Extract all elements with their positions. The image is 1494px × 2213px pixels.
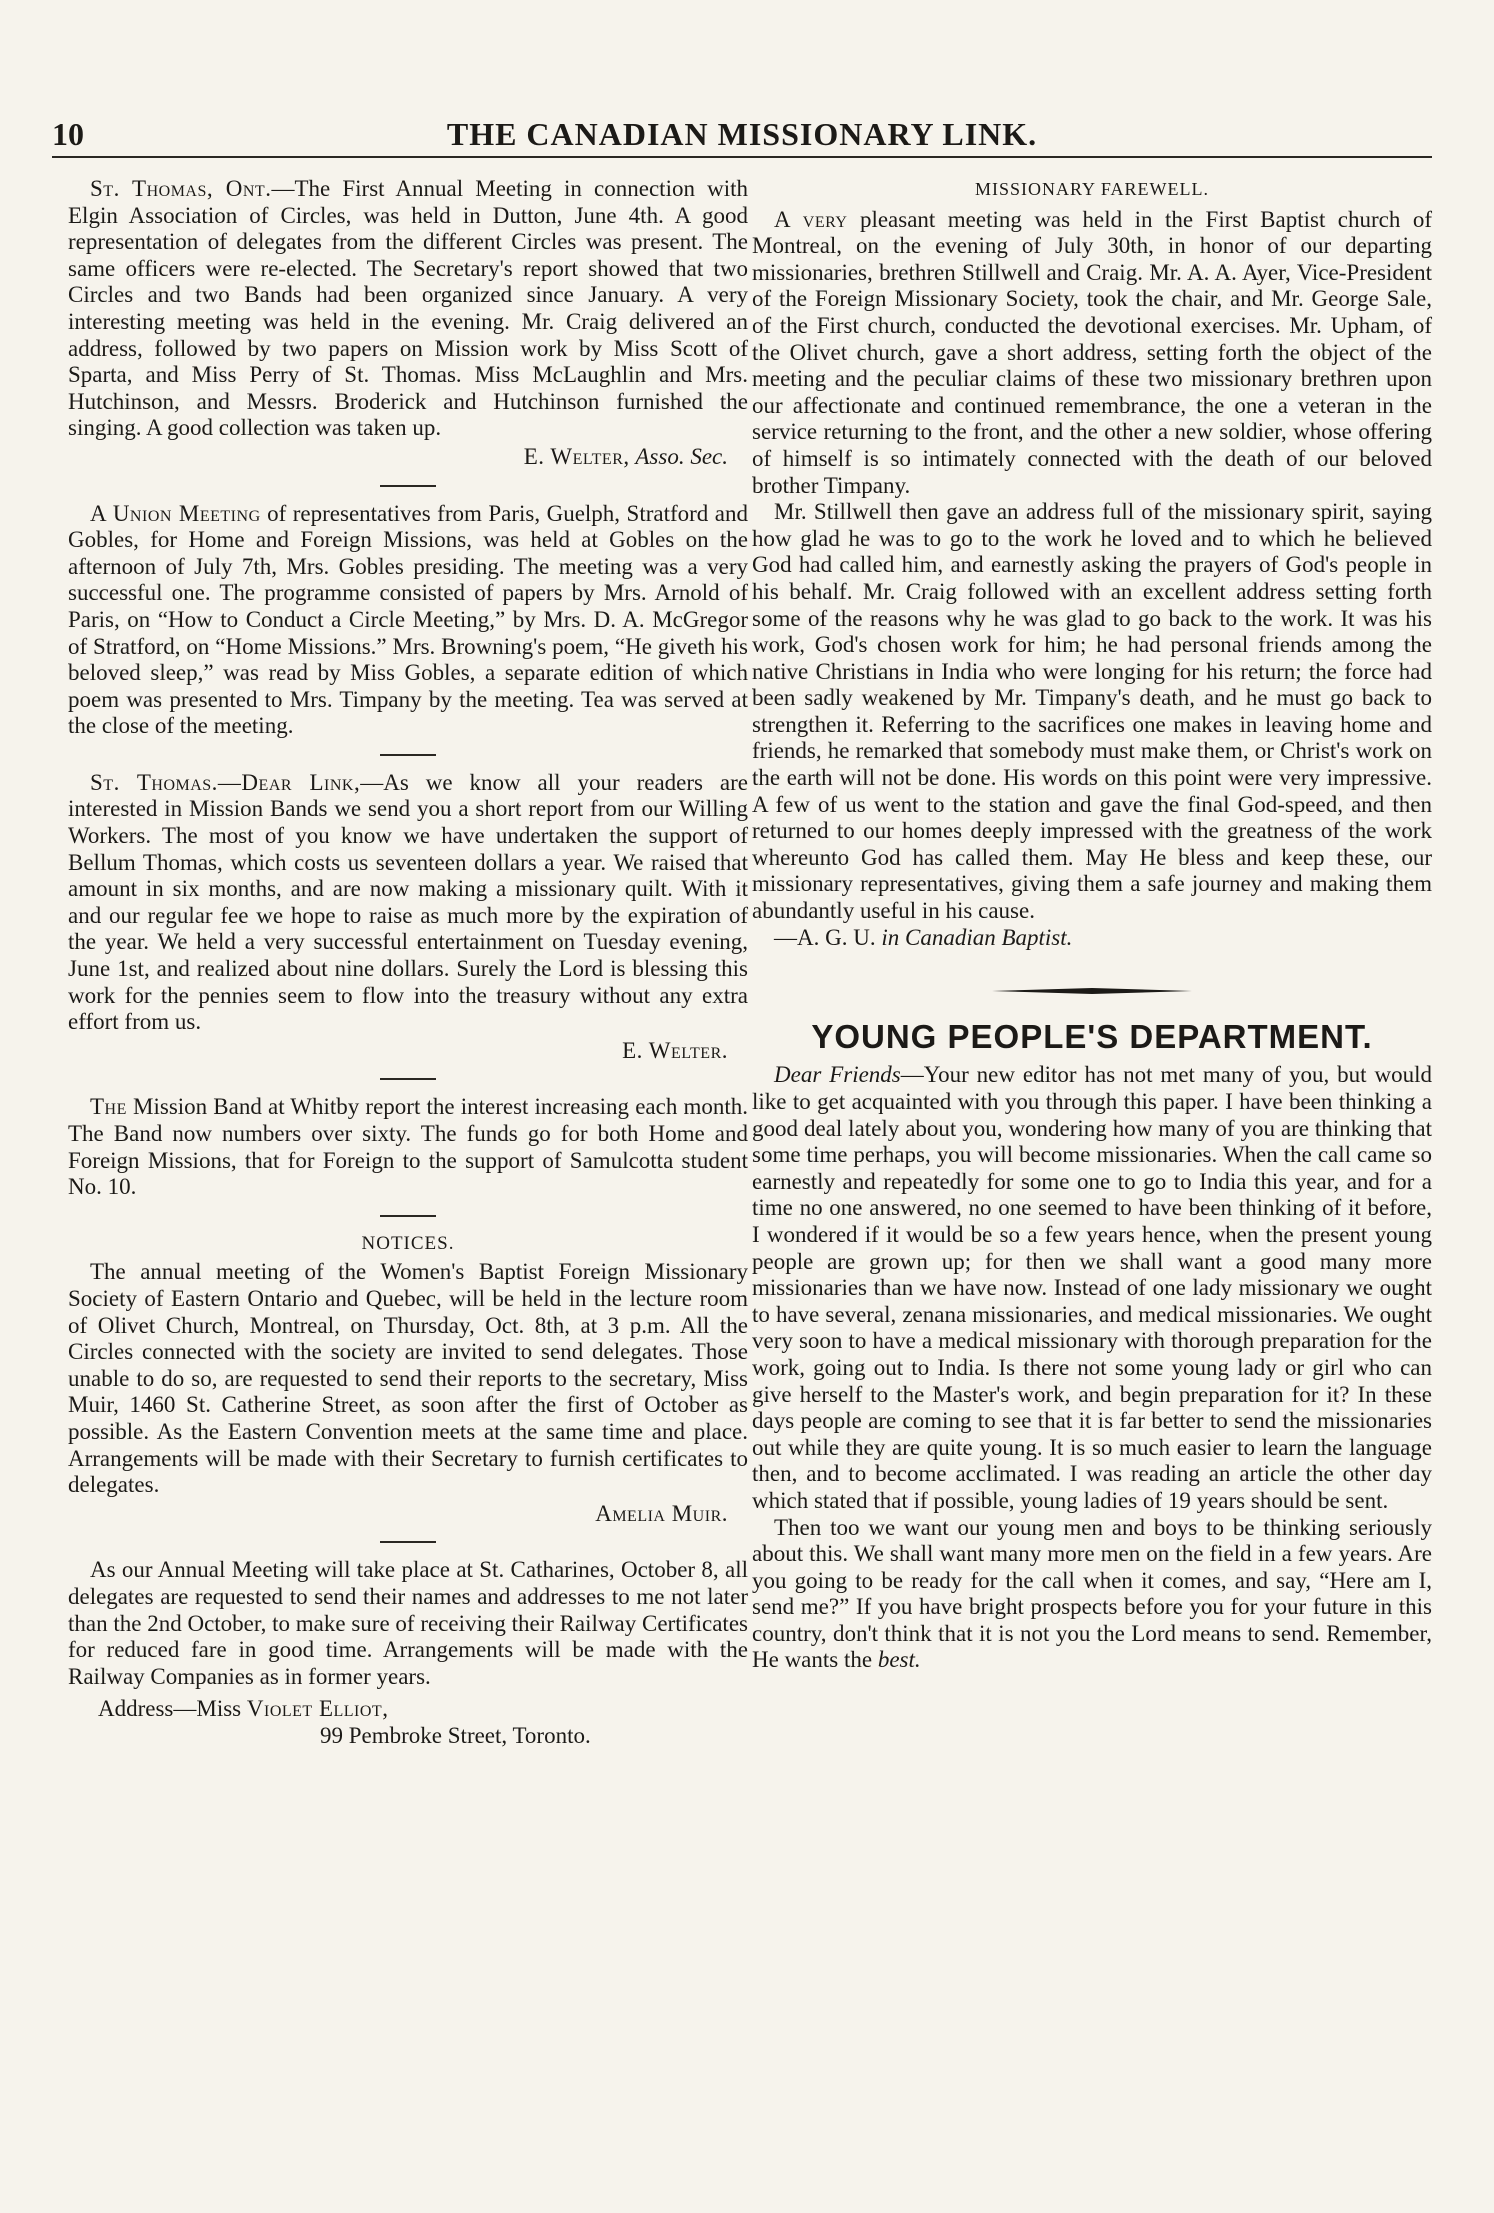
young-peoples-department [752,1017,1432,1674]
article-annual-meeting [68,1557,748,1749]
article-text: —As we know all your readers are interested in Mission Bands we send you a short report from our Willing Workers. The most of you know we have undertaken the support of Bellum Thomas, which costs us seventeen dollars a year. We raised that amount in six months, and are now making a missionary quilt. With it and our regular fee we hope to raise as much more by the expiration of the year. We held a very successful entertainment on Tuesday evening, June 1st, and realized about nine dollars. Surely the Lord is blessing this work for the pennies seem to flow into the treasury without any extra effort from us. [68,769,749,1035]
article-body: Then too we want our young men and boys to be thinking seriously about this. We shall want many more men on the field in a few years. Are you going to be ready for the call when it comes, and say, “Here am I, send me?” If you have bright prospects before you for your future in this country, don't think that it is not you the Lord means to send. Remember, He wants the best. [752,1514,1432,1673]
article-text: Mission Band at Whitby report the interest increasing each month. The Band now numbers over sixty. The funds go for both Home and Foreign Missions, that for Foreign to the support of Samulcotta student No. 10. [68,1094,748,1200]
article-lead: St. Thomas.—Dear Link, [90,769,361,795]
article-text: pleasant meeting was held in the First Baptist church of Montreal, on the evening of July 30th, in honor of our departing missionaries, brethren Stillwell and Craig. Mr. A. A. Ayer, Vice-President of the Foreign Missionary Society, took the chair, and Mr. George Sale, of the First church, conducted the devotional exercises. Mr. Upham, of the Olivet church, gave a short address, setting forth the object of the meeting and the peculiar claims of these two missionary brethren upon our affectionate and continued remembrance, the one a veteran in the service returning to the front, and the other a new soldier, whose offering of himself is so intimately connected with the death of our beloved brother Timpany. [752,206,1433,498]
article-body [68,770,748,1036]
section-separator [380,1215,436,1217]
right-column [752,176,1432,1674]
section-separator [380,754,436,756]
article-text: —The First Annual Meeting in connection with Elgin Association of Circles, was held in Dutton, June 4th. A good representation of delegates from the different Circles was present. The same officers were re-elected. The Secretary's report showed that two Circles and two Bands had been organized since January. A very interesting meeting was held in the evening. Mr. Craig delivered an address, followed by two papers on Mission work by Miss Scott of Sparta, and Miss Perry of St. Thomas. Miss McLaughlin and Mrs. Hutchinson, and Messrs. Broderick and Hutchinson furnished the singing. A good collection was taken up. [68,176,748,441]
article-body [68,501,748,740]
signature: E. Welter. [622,1037,728,1063]
article-lead: A Union Meeting [90,500,261,526]
article-body [752,207,1432,500]
article-dear-link [68,770,748,1065]
article-text: —Your new editor has not met many of you, but would like to get acquainted with you through this paper. I have been thinking a good deal lately about you, wondering how many of you are thinking that some time perhaps, you will become missionaries. When the call came so earnestly and repeatedly for some one to go to India this year, and for a time no one answered, no one seemed to have been thinking of it before, I wondered if it would be so a few years hence, when the present young people are grown up; for then we shall want a good many more missionaries than we have now. Instead of one lady missionary we ought to have several, zenana missionaries, and medical missionaries. We ought very soon to have a medical missionary with thorough preparation for the work, going out to India. Is there not some young lady or girl who can give herself to the Master's work, and begin preparation for it? In these days people are coming to see that it is far better to send the missionaries out while they are quite young. It is so much easier to learn the language then, and to become acclimated. I was reading an article the other day which stated that if possible, young ladies of 19 years should be sent. [752,1062,1432,1513]
left-column [68,176,748,1749]
address-block [68,1696,748,1749]
article-credit: —A. G. U. in Canadian Baptist. [774,924,1073,950]
article-lead: A very [774,206,848,232]
article-whitby [68,1094,748,1200]
signature: E. Welter, Asso. Sec. [523,443,728,469]
article-text: The annual meeting of the Women's Baptist Foreign Missionary Society of Eastern Ontario and Quebec, will be held in the lecture room of Olivet Church, Montreal, on Thursday, Oct. 8th, at 3 p.m. All the Circles connected with the society are invited to send delegates. Those unable to do so, are requested to send their reports to the secretary, Miss Muir, 1460 St. Catherine Street, as soon after the first of October as possible. As the Eastern Convention meets at the same time and place. Arrangements will be made with their Secretary to furnish certificates to delegates. [68,1259,748,1498]
article-text: of representatives from Paris, Guelph, Stratford and Gobles, for Home and Foreign Missions, was held at Gobles on the afternoon of July 7th, Mrs. Gobles presiding. The meeting was a very successful one. The programme consisted of papers by Mrs. Arnold of Paris, on “How to Conduct a Circle Meeting,” by Mrs. D. A. McGregor of Stratford, on “Home Missions.” Mrs. Browning's poem, “He giveth his beloved sleep,” was read by Miss Gobles, a separate edition of which poem was presented to Mrs. Timpany by the meeting. Tea was served at the close of the meeting. [68,500,748,739]
farewell-title: MISSIONARY FAREWELL. [974,179,1209,199]
rule-ornament-icon [992,985,1192,997]
article-lead: St. Thomas, Ont. [90,176,272,201]
article-notices [68,1231,748,1528]
article-body [68,1094,748,1200]
ornamental-rule [992,977,1192,1004]
section-separator [380,1541,436,1543]
section-separator [380,485,436,487]
signature: Amelia Muir. [595,1500,728,1526]
article-text: Mr. Stillwell then gave an address full of the missionary spirit, saying how glad he was to go to the work he loved and to which he believed God had called him, and earnestly asking the prayers of God's people in his behalf. Mr. Craig followed with an excellent address setting forth some of the reasons why he was glad to go back to the work. It was his work, God's chosen work for him; he had personal friends among the native Christians in India who were longing for his return; the force had been sadly weakened by Mr. Timpany's death, and he must go back to strengthen it. Referring to the sacrifices one makes in leaving home and friends, he remarked that somebody must make them, or Christ's work on the earth will not be done. His words on this point were very impressive. A few of us went to the station and gave the final God-speed, and then returned to our homes deeply impressed with the greatness of the work whereunto God has called them. May He bless and keep these, our missionary representatives, giving them a safe journey and making them abundantly useful in his cause. [752,499,1432,924]
article-lead: The [90,1094,127,1120]
section-separator [380,1078,436,1080]
article-union-meeting [68,501,748,740]
article-missionary-farewell [752,176,1432,951]
article-body [68,176,748,442]
article-body [752,1062,1432,1514]
masthead-title: THE CANADIAN MISSIONARY LINK. [446,116,1038,152]
page-number: 10 [52,116,84,152]
article-text: As our Annual Meeting will take place at St. Catharines, October 8, all delegates are requested to send their names and addresses to me not later than the 2nd October, to make sure of receiving their Railway Certificates for reduced fare in good time. Arrangements will be made with the Railway Companies as in former years. [68,1557,748,1689]
article-st-thomas-ont [68,176,748,471]
greeting: Dear Friends [774,1062,901,1088]
street-line: 99 Pembroke Street, Toronto. [320,1722,591,1748]
address-line: Address—Miss Violet Elliot, [98,1696,389,1722]
notices-title: NOTICES. [361,1232,455,1254]
page-header [52,112,1432,158]
department-title: YOUNG PEOPLE'S DEPARTMENT. [811,1017,1373,1055]
article-text: Then too we want our young men and boys to be thinking seriously about this. We shall want many more men on the field in a few years. Are you going to be ready for the call when it comes, and say, “Here am I, send me?” If you have bright prospects before you for your future in this country, don't think that it is not you the Lord means to send. Remember, He wants the [752,1514,1432,1673]
